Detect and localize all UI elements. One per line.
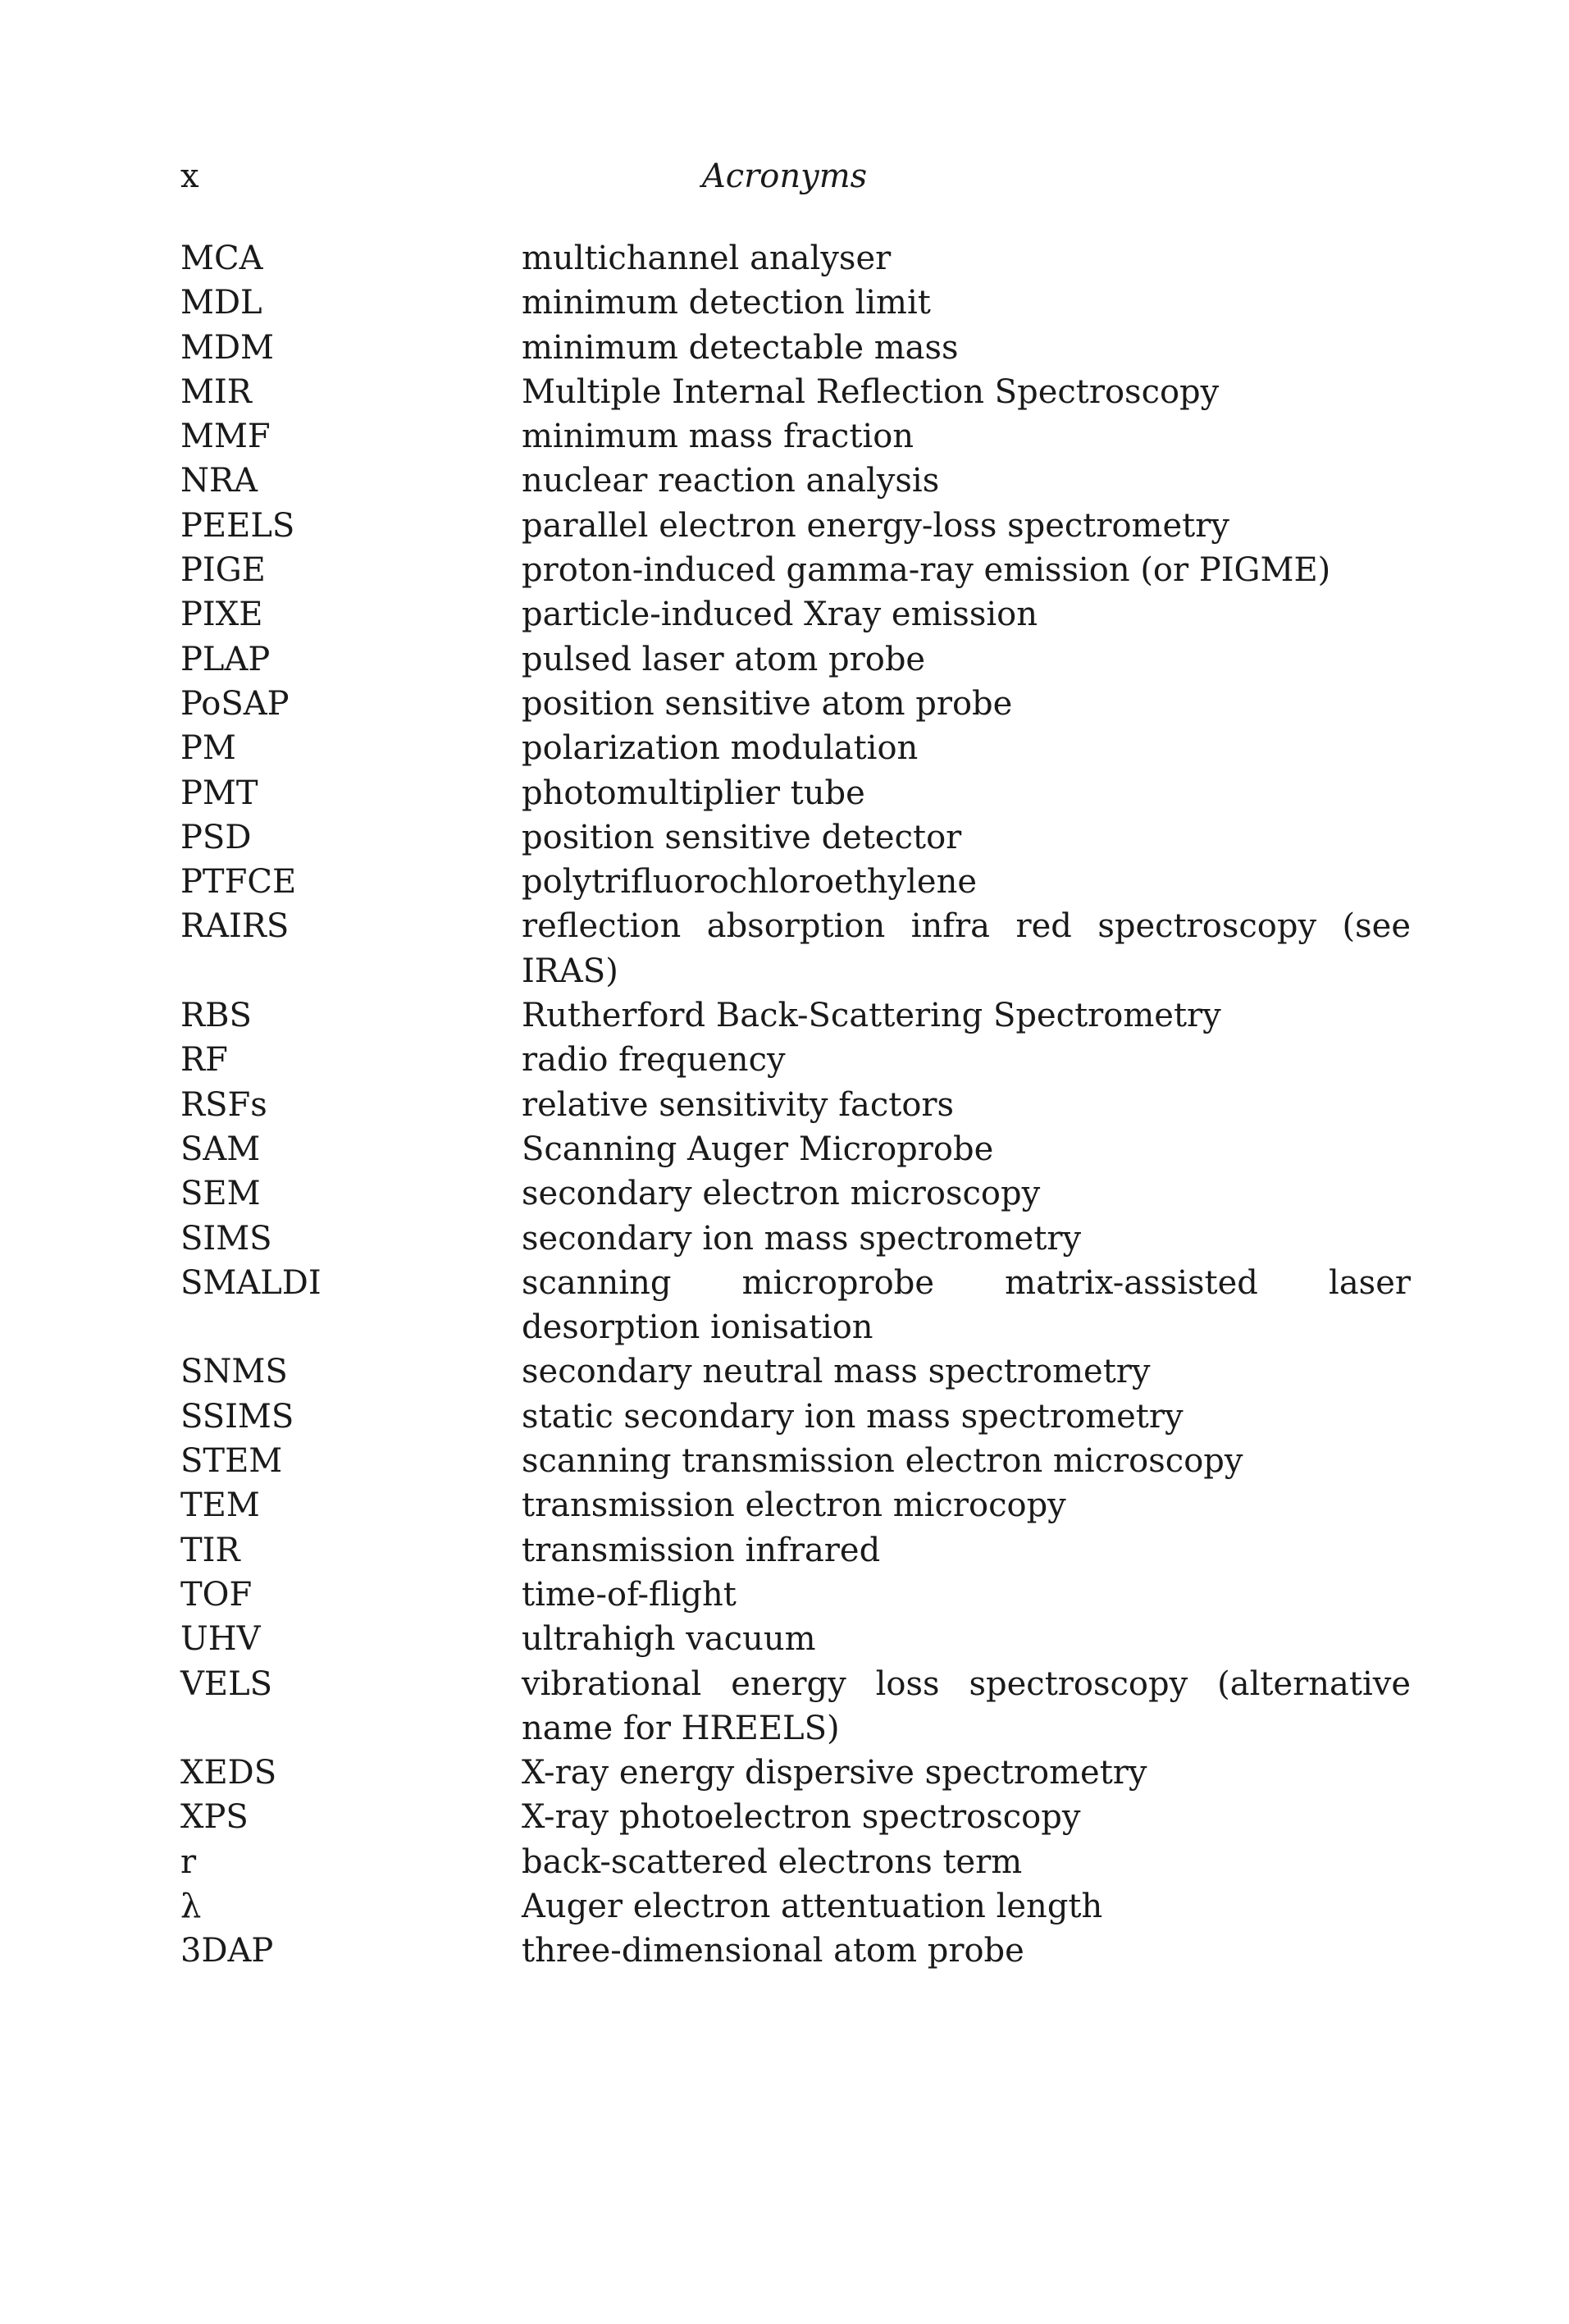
- acronym-entry: [180, 860, 1411, 904]
- acronym-definition: X-ray photoelectron spectroscopy: [522, 1798, 1081, 1837]
- acronym-abbreviation: SMALDI: [180, 1263, 322, 1302]
- acronym-definition: position sensitive atom probe: [522, 684, 1013, 723]
- acronym-definition: photomultiplier tube: [522, 774, 865, 812]
- acronym-abbreviation: TEM: [180, 1486, 260, 1525]
- acronym-abbreviation: NRA: [180, 462, 258, 500]
- acronym-entry: [180, 1617, 1411, 1661]
- acronym-entry: [180, 548, 1411, 592]
- acronym-definition: transmission infrared: [522, 1531, 881, 1569]
- acronym-definition: secondary electron microscopy: [522, 1175, 1041, 1213]
- acronym-abbreviation: SIMS: [180, 1219, 272, 1258]
- acronym-abbreviation: SNMS: [180, 1353, 288, 1391]
- acronym-abbreviation: MCA: [180, 240, 263, 277]
- acronym-abbreviation: MDM: [180, 328, 274, 367]
- acronym-definition: proton-induced gamma-ray emission (or PIGME): [522, 551, 1331, 590]
- acronym-definition: Auger electron attentuation length: [522, 1887, 1103, 1925]
- acronym-abbreviation: XPS: [180, 1798, 249, 1837]
- acronym-entry: [180, 236, 1411, 281]
- acronym-entry: [180, 1217, 1411, 1261]
- acronym-abbreviation: MDL: [180, 284, 262, 322]
- acronym-entry: [180, 1261, 1411, 1350]
- acronym-entry: [180, 370, 1411, 414]
- acronym-definition: ultrahigh vacuum: [522, 1620, 816, 1659]
- acronym-abbreviation: λ: [180, 1887, 202, 1925]
- acronym-entry: [180, 281, 1411, 325]
- acronym-definition: secondary ion mass spectrometry: [522, 1219, 1082, 1258]
- acronym-entry: [180, 1483, 1411, 1527]
- acronym-entry: [180, 326, 1411, 370]
- acronym-definition: static secondary ion mass spectrometry: [522, 1397, 1184, 1436]
- acronym-definition: minimum mass fraction: [522, 418, 914, 456]
- acronym-entry: [180, 993, 1411, 1038]
- acronym-definition: X-ray energy dispersive spectrometry: [522, 1754, 1147, 1792]
- acronym-abbreviation: PM: [180, 729, 236, 768]
- acronym-entry: [180, 1439, 1411, 1483]
- acronym-abbreviation: XEDS: [180, 1754, 277, 1792]
- acronym-entry: [180, 414, 1411, 459]
- acronym-abbreviation: r: [180, 1842, 197, 1881]
- acronym-entry: [180, 1395, 1411, 1439]
- acronym-entry: [180, 459, 1411, 503]
- acronym-abbreviation: TOF: [180, 1575, 253, 1614]
- acronym-abbreviation: PEELS: [180, 506, 295, 545]
- running-title: Acronyms: [701, 158, 868, 195]
- acronym-definition: reflection absorption infra red spectroscopy (see IRAS): [522, 907, 1411, 990]
- acronym-entry: [180, 504, 1411, 548]
- acronym-definition: polytrifluorochloroethylene: [522, 863, 978, 902]
- acronym-entry: [180, 592, 1411, 637]
- acronym-entry: [180, 1795, 1411, 1839]
- acronym-abbreviation: MMF: [180, 418, 271, 456]
- acronym-abbreviation: PMT: [180, 774, 258, 812]
- acronym-abbreviation: UHV: [180, 1620, 261, 1659]
- acronym-definition: particle-induced Xray emission: [522, 596, 1038, 634]
- acronym-abbreviation: RSFs: [180, 1085, 267, 1124]
- acronym-definition: scanning transmission electron microscopy: [522, 1442, 1243, 1481]
- acronym-entry: [180, 682, 1411, 726]
- acronym-entry: [180, 1349, 1411, 1394]
- page-number: x: [180, 158, 199, 195]
- acronym-definition: relative sensitivity factors: [522, 1085, 955, 1124]
- acronym-definition: Rutherford Back-Scattering Spectrometry: [522, 997, 1221, 1035]
- acronym-definition: time-of-flight: [522, 1575, 737, 1614]
- acronym-definition: Multiple Internal Reflection Spectroscopy: [522, 372, 1220, 411]
- acronym-definition: back-scattered electrons term: [522, 1842, 1023, 1881]
- acronym-entry: [180, 815, 1411, 860]
- acronym-abbreviation: RBS: [180, 997, 252, 1035]
- acronym-abbreviation: SAM: [180, 1130, 261, 1168]
- acronym-definition: position sensitive detector: [522, 818, 962, 856]
- acronym-definition: multichannel analyser: [522, 240, 892, 277]
- acronym-definition: radio frequency: [522, 1041, 786, 1080]
- acronym-abbreviation: PIGE: [180, 551, 266, 590]
- acronym-definition: scanning microprobe matrix-assisted laser desorption ionisation: [522, 1263, 1411, 1347]
- acronym-abbreviation: VELS: [180, 1664, 273, 1703]
- acronym-entry: [180, 1929, 1411, 1973]
- acronym-definition: polarization modulation: [522, 729, 919, 768]
- acronym-entry: [180, 771, 1411, 815]
- acronym-entry: [180, 1528, 1411, 1573]
- acronym-abbreviation: SSIMS: [180, 1397, 294, 1436]
- acronym-entry: [180, 1751, 1411, 1795]
- acronym-abbreviation: MIR: [180, 372, 252, 411]
- acronym-abbreviation: PTFCE: [180, 863, 297, 902]
- acronym-definition: pulsed laser atom probe: [522, 640, 926, 678]
- acronym-abbreviation: PIXE: [180, 596, 263, 634]
- acronym-entry: [180, 1038, 1411, 1082]
- acronym-abbreviation: SEM: [180, 1175, 261, 1213]
- acronym-entry: [180, 1127, 1411, 1171]
- acronym-definition: nuclear reaction analysis: [522, 462, 940, 500]
- acronym-abbreviation: PLAP: [180, 640, 271, 678]
- acronym-entry: [180, 1884, 1411, 1929]
- acronym-entry: [180, 1840, 1411, 1884]
- acronym-definition: minimum detection limit: [522, 284, 931, 322]
- acronym-definition: three-dimensional atom probe: [522, 1932, 1024, 1970]
- acronym-entry: [180, 904, 1411, 993]
- acronym-abbreviation: PoSAP: [180, 684, 290, 723]
- acronym-definition: transmission electron microcopy: [522, 1486, 1066, 1525]
- acronym-entry: [180, 1171, 1411, 1216]
- acronym-definition: Scanning Auger Microprobe: [522, 1130, 994, 1168]
- acronym-definition: vibrational energy loss spectroscopy (alternative name for HREELS): [522, 1664, 1411, 1747]
- acronym-list: [180, 236, 1411, 1974]
- acronym-entry: [180, 1573, 1411, 1617]
- acronym-definition: parallel electron energy-loss spectrometry: [522, 506, 1229, 545]
- acronym-entry: [180, 1083, 1411, 1127]
- acronym-abbreviation: PSD: [180, 818, 252, 856]
- acronym-abbreviation: RF: [180, 1041, 228, 1080]
- acronym-abbreviation: RAIRS: [180, 907, 290, 946]
- acronym-definition: minimum detectable mass: [522, 328, 959, 367]
- acronym-entry: [180, 726, 1411, 770]
- acronym-abbreviation: 3DAP: [180, 1932, 274, 1970]
- acronym-entry: [180, 637, 1411, 682]
- acronym-definition: secondary neutral mass spectrometry: [522, 1353, 1151, 1391]
- acronym-entry: [180, 1662, 1411, 1751]
- acronym-abbreviation: TIR: [180, 1531, 240, 1569]
- acronym-abbreviation: STEM: [180, 1442, 283, 1481]
